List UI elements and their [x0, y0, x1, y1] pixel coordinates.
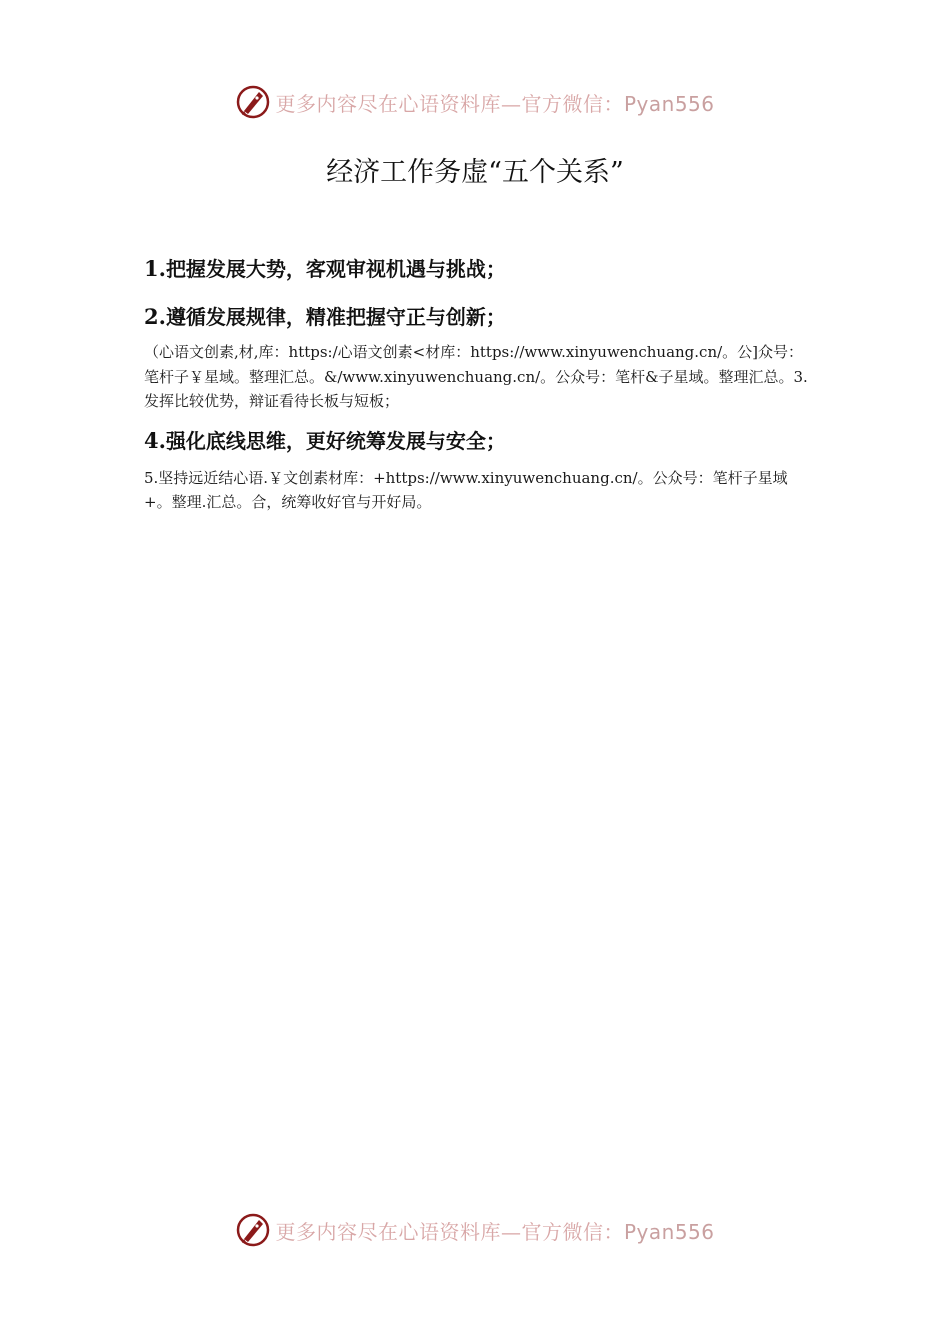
document-body	[144, 252, 812, 515]
document-title: 经济工作务虚“五个关系”	[326, 157, 624, 188]
watermark-contact: Pyan556	[623, 91, 715, 116]
section-heading-1: 1.把握发展大势，客观审视机遇与挑战；	[144, 256, 506, 281]
section-heading-4: 4.强化底线思维，更好统筹发展与安全；	[144, 427, 506, 453]
watermark-contact: Pyan556	[623, 1219, 715, 1244]
watermark-text: 更多内容尽在心语资料库—官方微信：	[275, 1219, 624, 1244]
body-paragraph-1: （心语文创素,材,库：https:/心语文创素<材库：https://www.xinyuwenchuang.cn/。公]众号：笔杆子￥星域。整理汇总。&/www.xinyuwenchuang.cn/。公众号：笔杆&子星域。整理汇总。3.发挥比较优势，辩证看待长板与短板；	[144, 343, 808, 410]
watermark-text: 更多内容尽在心语资料库—官方微信：	[275, 91, 624, 116]
header-watermark	[0, 80, 950, 124]
section-heading-2: 2.遵循发展规律，精准把握守正与创新；	[144, 304, 506, 329]
footer-watermark	[0, 1208, 950, 1252]
pen-nib-logo-icon	[235, 84, 271, 120]
pen-nib-logo-icon	[235, 1212, 271, 1248]
body-paragraph-2: 5.坚持远近结心语.￥文创素材库：+https://www.xinyuwenchuang.cn/。公众号：笔杆子星域+。整理.汇总。合，统筹收好官与开好局。	[144, 468, 788, 511]
